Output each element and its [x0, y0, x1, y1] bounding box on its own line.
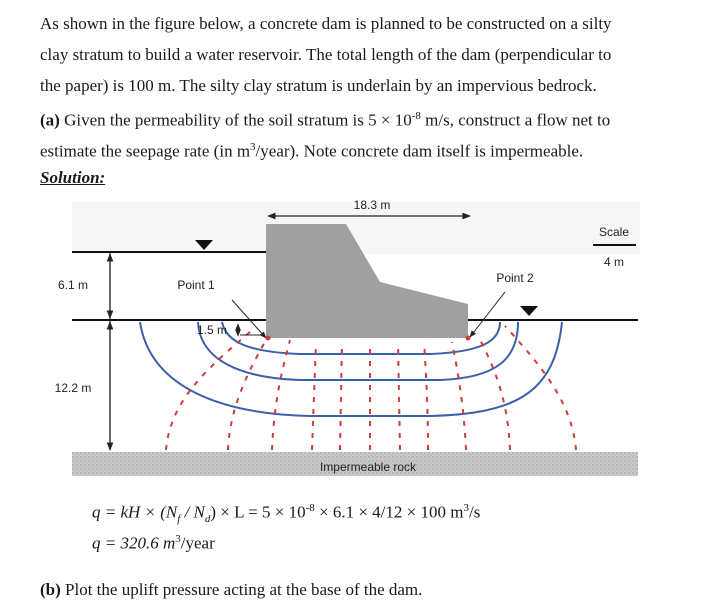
part-b-label: (b): [40, 580, 61, 599]
equipotential-3: [272, 340, 290, 450]
point-1-marker: [266, 336, 271, 341]
equipotential-11: [505, 326, 576, 450]
scale-value: 4 m: [603, 255, 625, 269]
rock-label: Impermeable rock: [319, 460, 417, 474]
problem-line-3: the paper) is 100 m. The silty clay stratum is underlain by an impervious bedrock.: [40, 76, 597, 95]
soil-depth-label: 12.2 m: [54, 381, 92, 395]
equipotential-9: [452, 342, 466, 450]
flow-net-figure: [0, 192, 721, 492]
dam-width-label: 18.3 m: [353, 198, 391, 212]
problem-line-2: clay stratum to build a water reservoir. The total length of the dam (perpendicular to: [40, 45, 612, 64]
problem-line-5: estimate the seepage rate (in $m^3/year$). Note concrete dam itself is impermeable.: [40, 141, 584, 161]
point-2-label: Point 2: [496, 271, 534, 285]
water-depth-label: 6.1 m: [57, 278, 89, 292]
equipotential-2: [228, 340, 266, 450]
equipotential-10: [478, 336, 510, 450]
part-a-label: (a): [40, 110, 60, 130]
equipotential-5: [340, 342, 342, 450]
distance-label: 1.5 m: [196, 323, 228, 337]
part-b-question: (b) Plot the uplift pressure acting at the base of the dam.: [40, 580, 423, 599]
equipotential-4: [312, 342, 316, 450]
seepage-result: q = 320.6 $m^3$/year: [92, 533, 215, 553]
downstream-water-level-icon: [520, 306, 538, 316]
point-2-marker: [466, 336, 471, 341]
equipotential-7: [398, 342, 400, 450]
point-2-leader: [470, 292, 505, 337]
problem-line-1: As shown in the figure below, a concrete dam is planned to be constructed on a silty: [40, 14, 612, 33]
point-1-label: Point 1: [177, 278, 215, 292]
problem-line-4: (a) Given the permeability of the soil stratum is $5 \times 10^{-8}$ m/s, construct a flow net to: [40, 110, 611, 130]
scale-title: Scale: [598, 225, 630, 239]
seepage-formula: q = kH × $(N_f / N_d) \times L = 5 \times 10^{-8} \times 6.1 \times 4/12 \times 100$ $m^3/s$: [92, 502, 481, 526]
equipotential-8: [424, 342, 428, 450]
solution-heading: Solution:: [40, 168, 106, 187]
